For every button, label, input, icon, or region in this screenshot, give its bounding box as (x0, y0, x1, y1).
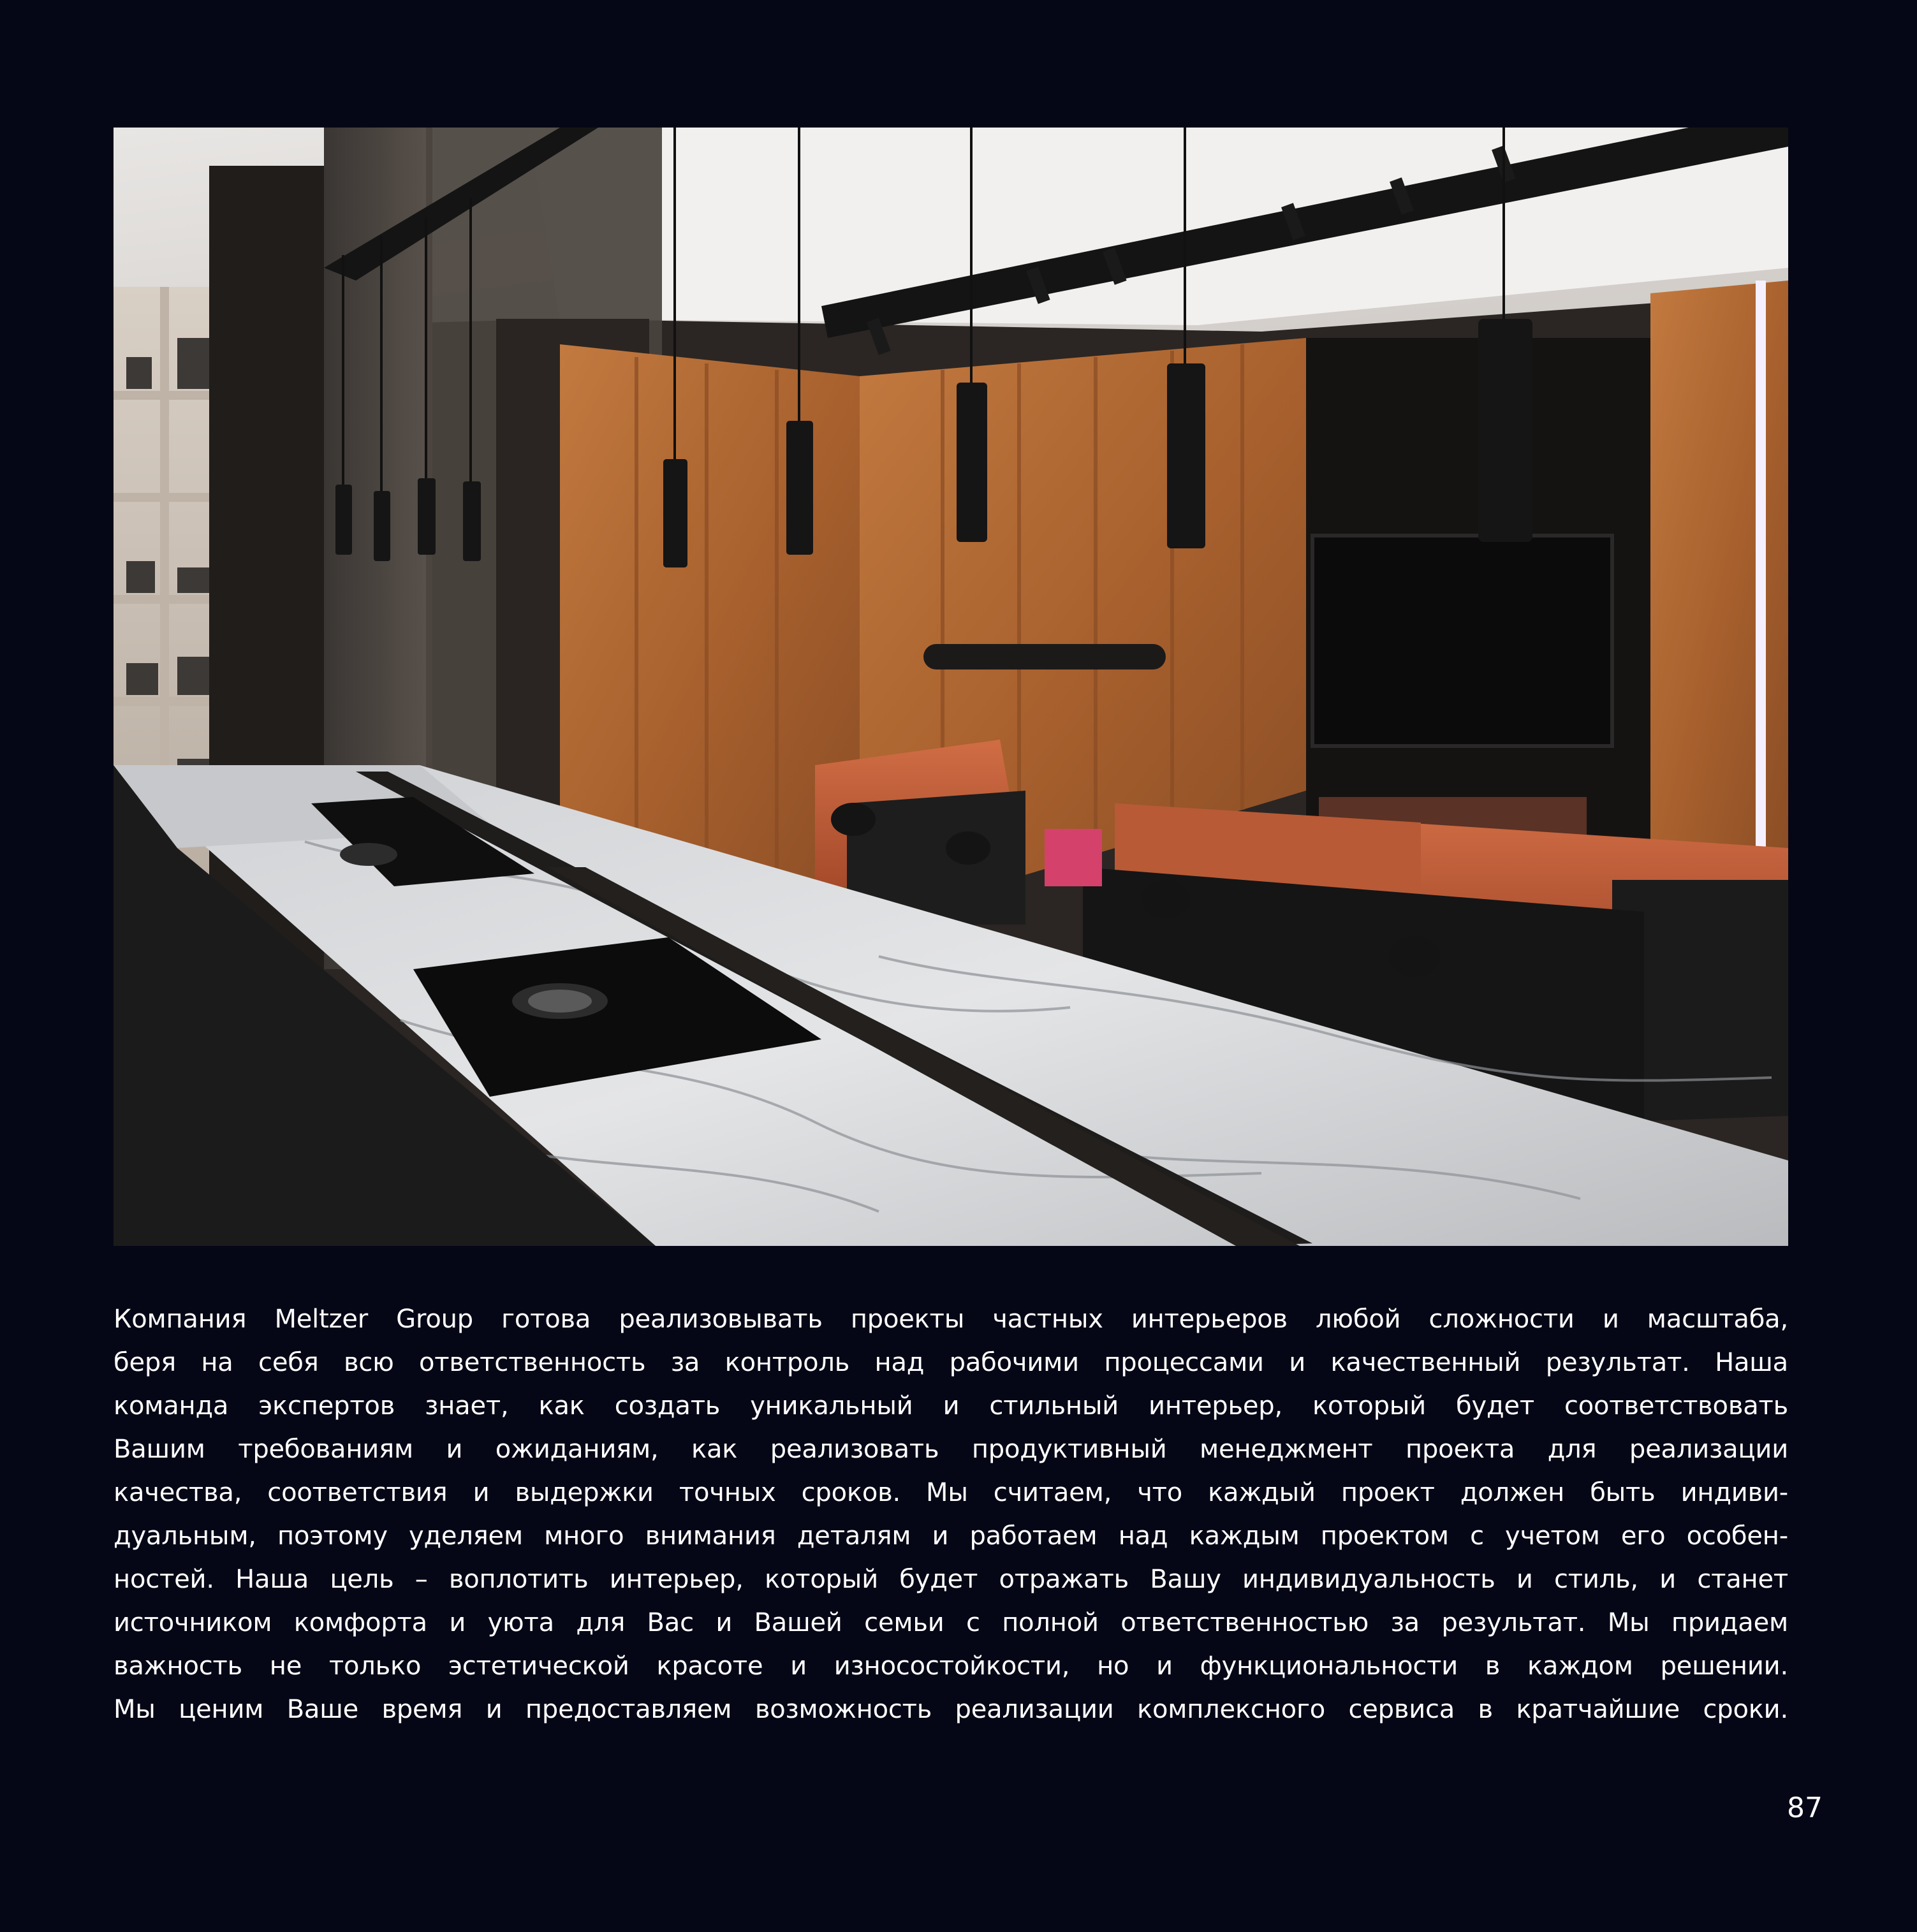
article-line: команда экспертов знает, как создать уникальный и стильный интерьер, который будет соответствовать (114, 1391, 1788, 1421)
article-line: Компания Meltzer Group готова реализовывать проекты частных интерьеров любой сложности и масштаба, (114, 1305, 1788, 1334)
kitchen-interior-illustration (114, 128, 1788, 1246)
article-line: важность не только эстетической красоте и износостойкости, но и функциональности в каждом решении. (114, 1651, 1788, 1681)
article-line: Вашим требованиям и ожиданиям, как реализовать продуктивный менеджмент проекта для реализации (114, 1435, 1788, 1464)
article-line: источником комфорта и уюта для Вас и Вашей семьи с полной ответственностью за результат. Мы придаем (114, 1608, 1788, 1637)
interior-photo (114, 128, 1788, 1246)
article-line: ностей. Наша цель – воплотить интерьер, который будет отражать Вашу индивидуальность и стиль, и станет (114, 1565, 1788, 1594)
article-line: Мы ценим Ваше время и предоставляем возможность реализации комплексного сервиса в кратчайшие сроки. (114, 1695, 1788, 1724)
page-number: 87 (1787, 1792, 1823, 1824)
article-line: беря на себя всю ответственность за контроль над рабочими процессами и качественный результат. Наша (114, 1348, 1788, 1377)
article-body (114, 1298, 1788, 1731)
article-line: качества, соответствия и выдержки точных сроков. Мы считаем, что каждый проект должен быть индиви- (114, 1478, 1788, 1507)
article-line: дуальным, поэтому уделяем много внимания деталям и работаем над каждым проектом с учетом его особен- (114, 1521, 1788, 1551)
